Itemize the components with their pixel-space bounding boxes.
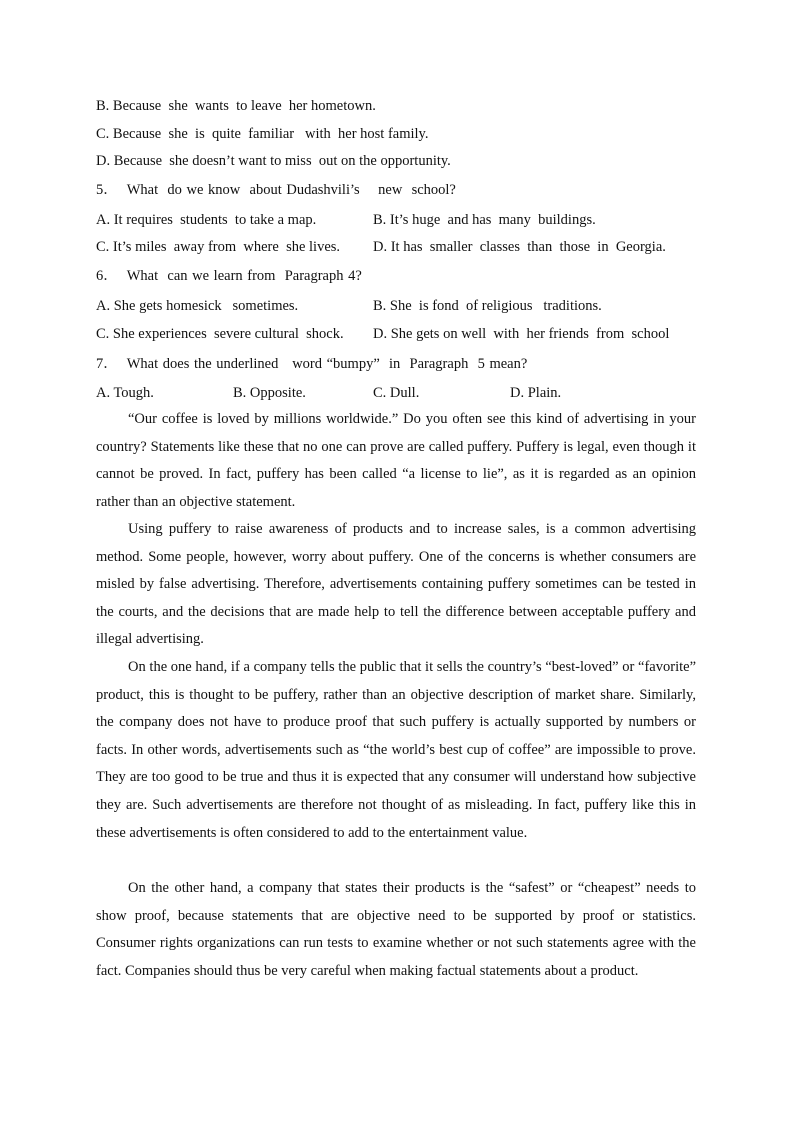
- q4-option-b: B. Because she wants to leave her hometown.: [96, 98, 376, 114]
- q4-option-c: C. Because she is quite familiar with her host family.: [96, 126, 429, 142]
- passage-paragraph-3: On the one hand, if a company tells the public that it sells the country’s “best-loved” or “favorite” product, this is thought to be puffery, rather than an objective description of market share. Similarly, the company does not have to produce proof that such puffery is actually supported by numbers or facts. In other words, advertisements such as “the world’s best cup of coffee” are impossible to prove. They are too good to be true and thus it is expected that any consumer will understand how subjective they are. Such advertisements are therefore not thought of as misleading. In fact, puffery like this in these advertisements is often considered to add to the entertainment value.: [96, 659, 696, 841]
- q5-question: 5． What do we know about Dudashvili’s new school?: [96, 182, 456, 198]
- q7-option-b: B. Opposite.: [233, 385, 306, 401]
- q6-option-b: B. She is fond of religious traditions.: [373, 298, 602, 314]
- q7-option-c: C. Dull.: [373, 385, 420, 401]
- q5-option-c: C. It’s miles away from where she lives.: [96, 239, 341, 255]
- q7-option-a: A. Tough.: [96, 385, 154, 401]
- q4-option-d: D. Because she doesn’t want to miss out on the opportunity.: [96, 153, 451, 169]
- q6-option-d: D. She gets on well with her friends from school: [373, 326, 670, 342]
- q7-question: 7． What does the underlined word “bumpy” in Paragraph 5 mean?: [96, 356, 528, 372]
- q5-option-d: D. It has smaller classes than those in Georgia.: [373, 239, 666, 255]
- q5-option-a: A. It requires students to take a map.: [96, 212, 317, 228]
- q6-option-a: A. She gets homesick sometimes.: [96, 298, 299, 314]
- passage-paragraph-2: Using puffery to raise awareness of products and to increase sales, is a common advertising method. Some people, however, worry about puffery. One of the concerns is whether consumers are misled by false advertising. Therefore, advertisements containing puffery sometimes can be tested in the courts, and the decisions that are made help to tell the difference between acceptable puffery and illegal advertising.: [96, 521, 696, 648]
- q7-option-d: D. Plain.: [510, 385, 562, 401]
- q6-option-c: C. She experiences severe cultural shock.: [96, 326, 344, 342]
- q6-question: 6． What can we learn from Paragraph 4?: [96, 268, 362, 284]
- q5-option-b: B. It’s huge and has many buildings.: [373, 212, 596, 228]
- passage-paragraph-4: On the other hand, a company that states their products is the “safest” or “cheapest” needs to show proof, because statements that are objective need to be supported by proof or statistics. Consumer rights organizations can run tests to examine whether or not such statements agree with the fact. Companies should thus be very careful when making factual statements about a product.: [96, 880, 696, 979]
- passage-paragraph-1: “Our coffee is loved by millions worldwide.” Do you often see this kind of advertising in your country? Statements like these that no one can prove are called puffery. Puffery is legal, even though it cannot be proved. In fact, puffery has been called “a license to lie”, as it is regarded as an opinion rather than an objective statement.: [96, 411, 696, 510]
